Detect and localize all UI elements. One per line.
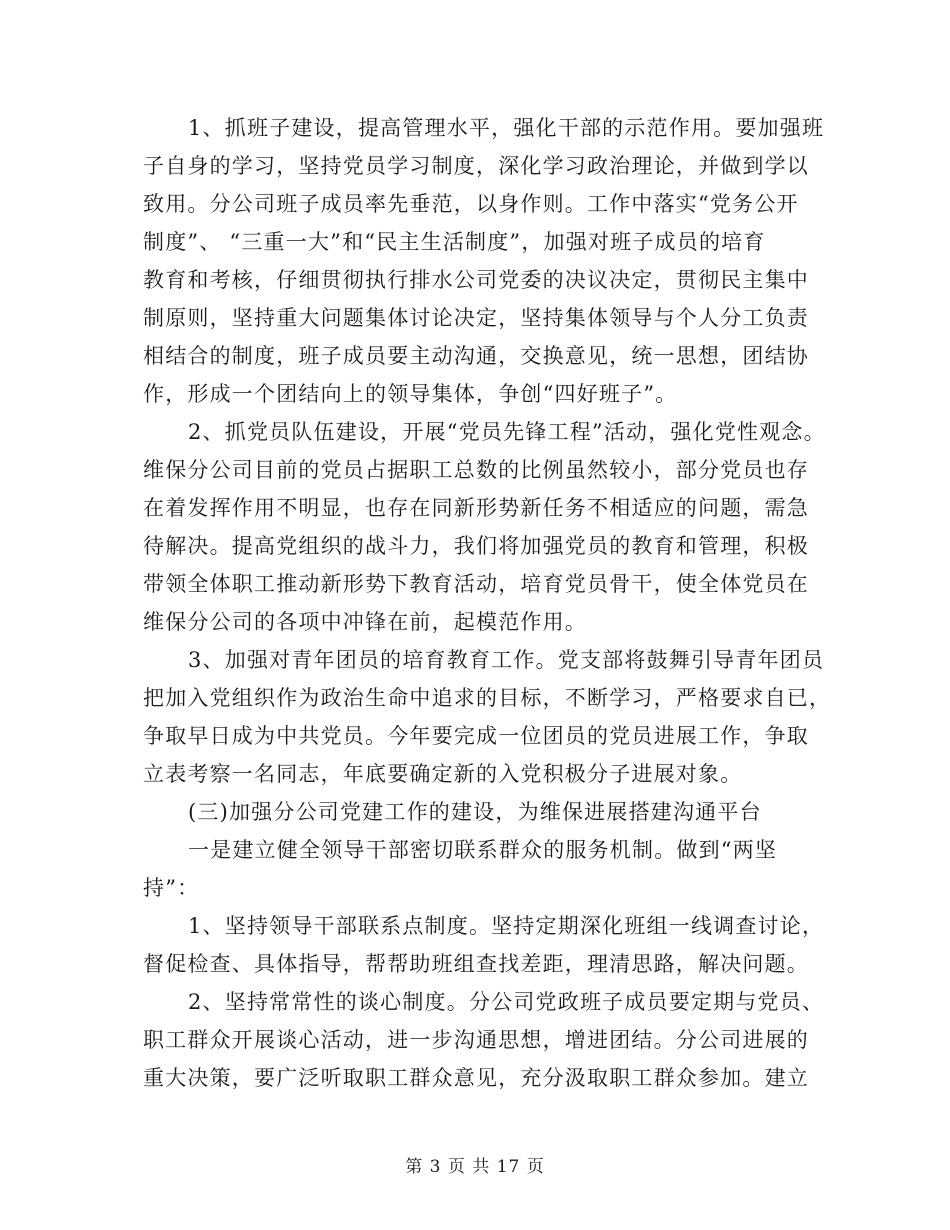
text-line: 作，形成一个团结向上的领导集体，争创“四好班子”。 bbox=[143, 382, 678, 406]
text-line: 子自身的学习，坚持党员学习制度，深化学习政治理论，并做到学以 bbox=[143, 154, 809, 178]
text-line: 督促检查、具体指导，帮帮助班组查找差距，理清思路，解决问题。 bbox=[143, 952, 809, 976]
text-line: 一是建立健全领导干部密切联系群众的服务机制。做到“两坚 bbox=[188, 838, 778, 862]
text-line: 致用。分公司班子成员率先垂范，以身作则。工作中落实“党务公开 bbox=[143, 192, 799, 216]
text-line: 维保分公司目前的党员占据职工总数的比例虽然较小，部分党员也存 bbox=[143, 458, 809, 482]
text-line: 争取早日成为中共党员。今年要完成一位团员的党员进展工作，争取 bbox=[143, 724, 809, 748]
text-line: 2、坚持常常性的谈心制度。分公司党政班子成员要定期与党员、 bbox=[188, 990, 825, 1014]
text-line: 制度”、 “三重一大”和“民主生活制度”，加强对班子成员的培育 bbox=[143, 230, 766, 254]
section-heading: (三)加强分公司党建工作的建设，为维保进展搭建沟通平台 bbox=[188, 800, 762, 824]
page-number-footer: 第 3 页 共 17 页 bbox=[405, 1157, 545, 1177]
text-line: 2、抓党员队伍建设，开展“党员先锋工程”活动，强化党性观念。 bbox=[188, 420, 826, 444]
text-line: 持”： bbox=[143, 876, 200, 900]
text-line: 相结合的制度，班子成员要主动沟通，交换意见，统一思想，团结协 bbox=[143, 344, 809, 368]
text-line: 制原则，坚持重大问题集体讨论决定，坚持集体领导与个人分工负责 bbox=[143, 306, 809, 330]
text-line: 1、抓班子建设，提高管理水平，强化干部的示范作用。要加强班 bbox=[188, 116, 825, 140]
text-line: 教育和考核，仔细贯彻执行排水公司党委的决议决定，贯彻民主集中 bbox=[143, 268, 809, 292]
text-line: 在着发挥作用不明显，也存在同新形势新任务不相适应的问题，需急 bbox=[143, 496, 809, 520]
text-line: 重大决策，要广泛听取职工群众意见，充分汲取职工群众参加。建立 bbox=[143, 1066, 809, 1090]
text-line: 3、加强对青年团员的培育教育工作。党支部将鼓舞引导青年团员 bbox=[188, 648, 825, 672]
text-line: 1、坚持领导干部联系点制度。坚持定期深化班组一线调查讨论， bbox=[188, 914, 825, 938]
text-line: 维保分公司的各项中冲锋在前，起模范作用。 bbox=[143, 610, 587, 634]
text-line: 带领全体职工推动新形势下教育活动，培育党员骨干，使全体党员在 bbox=[143, 572, 809, 596]
text-line: 职工群众开展谈心活动，进一步沟通思想，增进团结。分公司进展的 bbox=[143, 1028, 809, 1052]
text-line: 待解决。提高党组织的战斗力，我们将加强党员的教育和管理，积极 bbox=[143, 534, 809, 558]
text-line: 把加入党组织作为政治生命中追求的目标，不断学习，严格要求自已， bbox=[143, 686, 832, 710]
text-line: 立表考察一名同志，年底要确定新的入党积极分子进展对象。 bbox=[143, 762, 743, 786]
